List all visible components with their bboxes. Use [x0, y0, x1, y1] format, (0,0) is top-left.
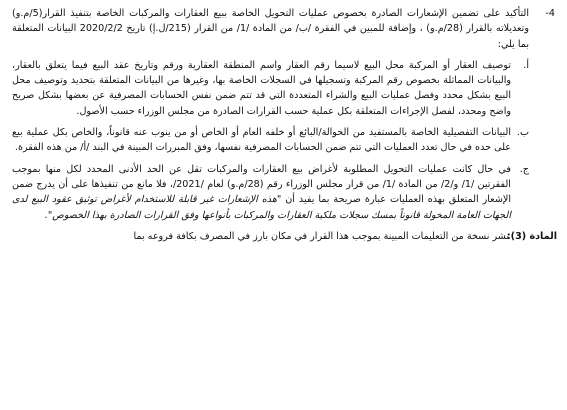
- subclause-a: [12, 58, 557, 119]
- subclause-a-label: أ.: [523, 59, 529, 71]
- clause-4: [12, 6, 557, 52]
- subclause-b-label: ب.: [516, 127, 529, 139]
- article-3-label: المادة (3):: [506, 230, 557, 242]
- article-3: [12, 229, 557, 244]
- clause-4-text: التأكيد على تضمين الإشعارات الصادرة بخصوص عمليات التحويل الخاصة ببيع العقارات والمركبات الخاصة بتنفيذ القرار(5/م.و) وتعديلاته بالقرار (28/م.و) ، وإضافة للمبين في الفقرة /ب/ من المادة /1/ من القرار (215/ل.إ) تاريخ 2020/2/2 البيانات المتعلقة بما يلي:: [12, 8, 529, 50]
- subclause-b-text: البيانات التفصيلية الخاصة بالمستفيد من الحوالة/البائع أو خلفه العام أو الخاص أو من ينوب عنه قانوناً، والخاص بكل عملية بيع على حده في حال تعدد العمليات التي تتم ضمن الحسابات المصرفية نفسها، وفق المبررات المبينة في البند /أ/ من هذه الفقرة.: [12, 127, 511, 154]
- article-3-text: نشر نسخة من التعليمات المبينة بموجب هذا القرار في مكان بارز في المصرف بكافة فروعه بما: [133, 230, 509, 242]
- subclause-a-text: توصيف العقار أو المركبة محل البيع لاسيما رقم العقار واسم المنطقة العقارية ورقم وتاريخ عقد البيع فيما يتعلق بالعقار، والبيانات المماثلة بخصوص رقم المركبة وتسجيلها في السجلات الخاصة بها، وغيرها من البيانات المتعلقة بتحديد وتوصيف محل البيع بشكل محدد وفصل عمليات البيع والشراء المتعددة التي قد تتم ضمن نفس الحسابات المصرفية عن بعضها بشكل صريح واضح ومحدد، لفصل الإجراءات المتعلقة بكل عملية حسب القرارات الصادرة من مجلس الوزراء حسب الأصول.: [12, 59, 511, 117]
- subclause-c: [12, 162, 557, 223]
- subclause-c-quote: "هذه الإشعارات غير قابلة للاستخدام لأغراض توثيق عقود البيع لدى الجهات العامة المخولة قانوناً بمسك سجلات ملكية العقارات والمركبات بأنواعها وفق القرارات الصادرة بهذا الخصوص".: [12, 194, 511, 221]
- subclause-b: [12, 125, 557, 156]
- subclause-c-label: ج.: [519, 163, 529, 175]
- subclause-c-text: في حال كانت عمليات التحويل المطلوبة لأغراض بيع العقارات والمركبات تقل عن الحد الأدنى المحدد لكل منها بموجب الفقرتين /1/ و/2/ من المادة /1/ من قرار مجلس الوزراء رقم (28/م.و) لعام /2021/، فلا مانع من تنفيذها على أن يدرج ضمن الإشعار المتعلق بهذه العمليات عبارة صريحة بما يفيد أن: [12, 163, 511, 206]
- clause-4-number: 4-: [545, 8, 555, 19]
